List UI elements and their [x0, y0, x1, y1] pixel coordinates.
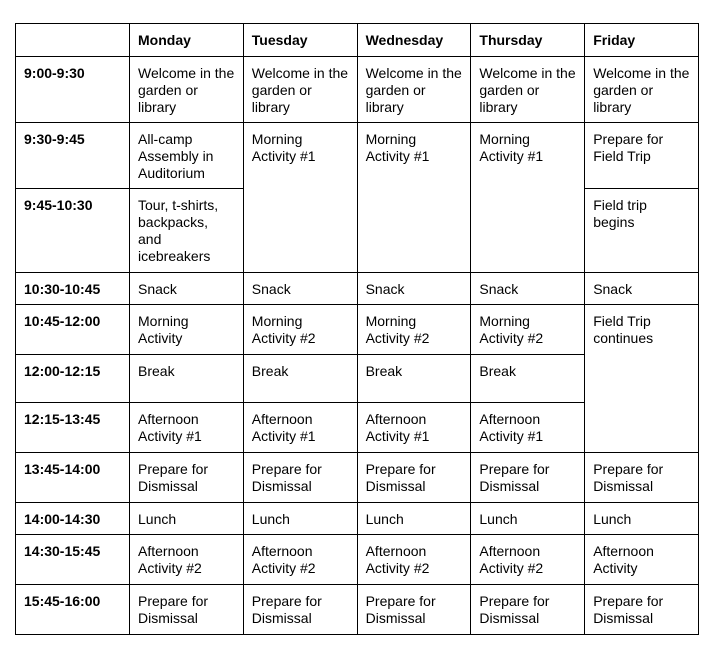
thursday-cell: Break [471, 355, 585, 403]
tuesday-cell: Afternoon Activity #1 [243, 403, 357, 453]
header-tuesday: Tuesday [243, 24, 357, 57]
friday-cell: Prepare for Dismissal [585, 585, 699, 635]
time-cell: 10:45-12:00 [16, 305, 130, 355]
tuesday-cell: Morning Activity #1 [243, 123, 357, 273]
time-cell: 12:15-13:45 [16, 403, 130, 453]
thursday-cell: Snack [471, 273, 585, 305]
monday-cell: Snack [130, 273, 244, 305]
time-cell: 9:30-9:45 [16, 123, 130, 189]
friday-cell: Field trip begins [585, 189, 699, 273]
friday-cell: Prepare for Field Trip [585, 123, 699, 189]
monday-cell: Tour, t-shirts, backpacks, and icebreakers [130, 189, 244, 273]
monday-cell: Welcome in the garden or library [130, 57, 244, 123]
thursday-cell: Morning Activity #2 [471, 305, 585, 355]
tuesday-cell: Afternoon Activity #2 [243, 535, 357, 585]
header-monday: Monday [130, 24, 244, 57]
monday-cell: Afternoon Activity #1 [130, 403, 244, 453]
wednesday-cell: Afternoon Activity #1 [357, 403, 471, 453]
thursday-cell: Prepare for Dismissal [471, 453, 585, 503]
time-cell: 13:45-14:00 [16, 453, 130, 503]
wednesday-cell: Prepare for Dismissal [357, 453, 471, 503]
table-row [16, 453, 699, 503]
wednesday-cell: Prepare for Dismissal [357, 585, 471, 635]
table-row [16, 535, 699, 585]
thursday-cell: Afternoon Activity #1 [471, 403, 585, 453]
friday-cell: Field Trip continues [585, 305, 699, 453]
time-cell: 14:30-15:45 [16, 535, 130, 585]
tuesday-cell: Prepare for Dismissal [243, 585, 357, 635]
tuesday-cell: Break [243, 355, 357, 403]
tuesday-cell: Snack [243, 273, 357, 305]
wednesday-cell: Welcome in the garden or library [357, 57, 471, 123]
thursday-cell: Welcome in the garden or library [471, 57, 585, 123]
time-cell: 9:00-9:30 [16, 57, 130, 123]
table-row [16, 305, 699, 355]
friday-cell: Afternoon Activity [585, 535, 699, 585]
header-friday: Friday [585, 24, 699, 57]
wednesday-cell: Morning Activity #2 [357, 305, 471, 355]
thursday-cell: Lunch [471, 503, 585, 535]
time-cell: 14:00-14:30 [16, 503, 130, 535]
wednesday-cell: Lunch [357, 503, 471, 535]
table-row [16, 503, 699, 535]
monday-cell: Prepare for Dismissal [130, 585, 244, 635]
tuesday-cell: Welcome in the garden or library [243, 57, 357, 123]
monday-cell: All-camp Assembly in Auditorium [130, 123, 244, 189]
monday-cell: Afternoon Activity #2 [130, 535, 244, 585]
tuesday-cell: Prepare for Dismissal [243, 453, 357, 503]
friday-cell: Snack [585, 273, 699, 305]
header-thursday: Thursday [471, 24, 585, 57]
schedule-table [15, 23, 699, 635]
time-cell: 15:45-16:00 [16, 585, 130, 635]
monday-cell: Break [130, 355, 244, 403]
wednesday-cell: Snack [357, 273, 471, 305]
header-row [16, 24, 699, 57]
table-row [16, 57, 699, 123]
time-cell: 12:00-12:15 [16, 355, 130, 403]
thursday-cell: Prepare for Dismissal [471, 585, 585, 635]
table-row [16, 123, 699, 189]
header-time [16, 24, 130, 57]
tuesday-cell: Morning Activity #2 [243, 305, 357, 355]
monday-cell: Morning Activity [130, 305, 244, 355]
time-cell: 10:30-10:45 [16, 273, 130, 305]
friday-cell: Welcome in the garden or library [585, 57, 699, 123]
table-row [16, 273, 699, 305]
tuesday-cell: Lunch [243, 503, 357, 535]
time-cell: 9:45-10:30 [16, 189, 130, 273]
thursday-cell: Afternoon Activity #2 [471, 535, 585, 585]
table-row [16, 585, 699, 635]
wednesday-cell: Afternoon Activity #2 [357, 535, 471, 585]
wednesday-cell: Morning Activity #1 [357, 123, 471, 273]
friday-cell: Lunch [585, 503, 699, 535]
monday-cell: Lunch [130, 503, 244, 535]
header-wednesday: Wednesday [357, 24, 471, 57]
wednesday-cell: Break [357, 355, 471, 403]
friday-cell: Prepare for Dismissal [585, 453, 699, 503]
monday-cell: Prepare for Dismissal [130, 453, 244, 503]
thursday-cell: Morning Activity #1 [471, 123, 585, 273]
